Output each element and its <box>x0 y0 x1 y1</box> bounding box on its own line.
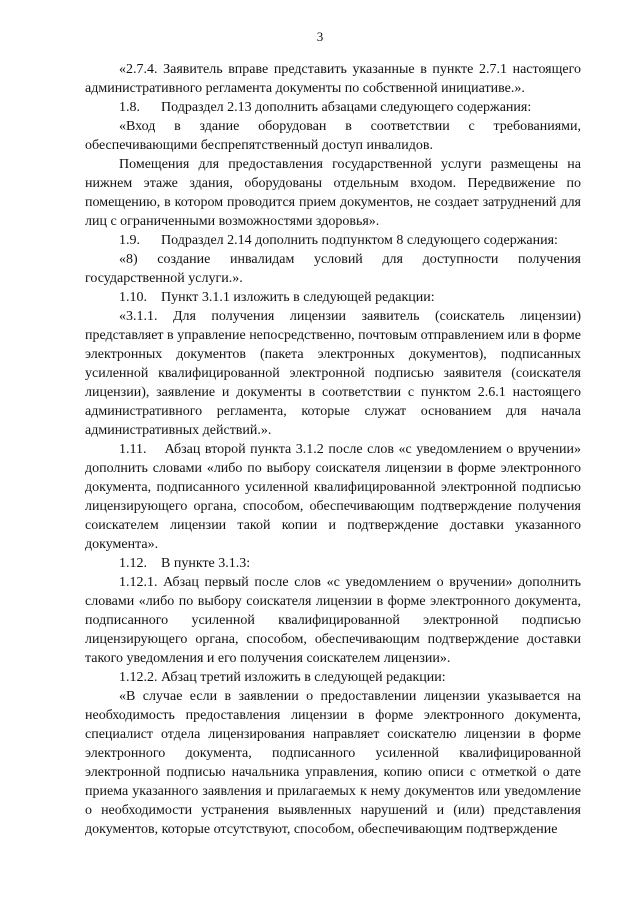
paragraph-notice: «В случае если в заявлении о предоставлении лицензии указывается на необходимость предоставления лицензии в форме электронного документа, специалист отдела лицензирования направляет соискателю лицензии в форме электронного документа, подписанного усиленной квалифицированной электронной подписью начальника управления, копию описи с отметкой о дате приема указанного заявления и прилагаемых к нему документов или уведомление о необходимости устранения выявленных нарушений и (или) представления документов, которые отсутствуют, способом, обеспечивающим подтверждение <box>85 689 581 837</box>
paragraph-item-8: «8) создание инвалидам условий для доступности получения государственной услуги.». <box>85 252 581 286</box>
paragraph-3-1-1: «3.1.1. Для получения лицензии заявитель (соискатель лицензии) представляет в управление непосредственно, почтовым отправлением или в форме электронных документов (пакета электронных документов), подписанных усиленной квалифицированной электронной подписью заявителя (соискателя лицензии), заявление и документы в соответствии с пунктом 2.6.1 настоящего административного регламента, которые служат основанием для начала административных действий.». <box>85 309 581 438</box>
paragraph-1-11: 1.11. Абзац второй пункта 3.1.2 после слов «с уведомлением о вручении» дополнить словами «либо по выбору соискателя лицензии в форме электронного документа, подписанного усиленной квалифицированной электронной подписью лицензирующего органа, способом, обеспечивающим подтверждение получения соискателем лицензии такой копии и подтверждение доставки указанного документа». <box>85 442 581 552</box>
paragraph-premises: Помещения для предоставления государственной услуги размещены на нижнем этаже здания, оборудованы отдельным входом. Передвижение по помещению, в котором проводится прием документов, не создает затруднений для лиц с ограниченными возможностями здоровья». <box>85 157 581 229</box>
paragraph-1-12-1: 1.12.1. Абзац первый после слов «с уведомлением о вручении» дополнить словами «либо по выбору соискателя лицензии в форме электронного документа, подписанного усиленной квалифицированной электронной подписью лицензирующего органа, способом, обеспечивающим подтверждение доставки такого уведомления и его получения соискателем лицензии». <box>85 575 581 666</box>
paragraph-1-9: 1.9. Подраздел 2.14 дополнить подпунктом 8 следующего содержания: <box>119 233 558 248</box>
page-number: 3 <box>316 29 324 44</box>
paragraph-2-7-4: «2.7.4. Заявитель вправе представить указанные в пункте 2.7.1 настоящего административного регламента документы по собственной инициативе.». <box>85 62 581 96</box>
paragraph-1-12: 1.12. В пункте 3.1.3: <box>119 556 251 571</box>
paragraph-entrance: «Вход в здание оборудован в соответствии с требованиями, обеспечивающими беспрепятственный доступ инвалидов. <box>85 119 581 153</box>
paragraph-1-10: 1.10. Пункт 3.1.1 изложить в следующей редакции: <box>119 290 435 305</box>
document-body <box>85 60 581 839</box>
paragraph-1-12-2: 1.12.2. Абзац третий изложить в следующей редакции: <box>119 670 446 685</box>
paragraph-1-8: 1.8. Подраздел 2.13 дополнить абзацами следующего содержания: <box>119 100 532 115</box>
